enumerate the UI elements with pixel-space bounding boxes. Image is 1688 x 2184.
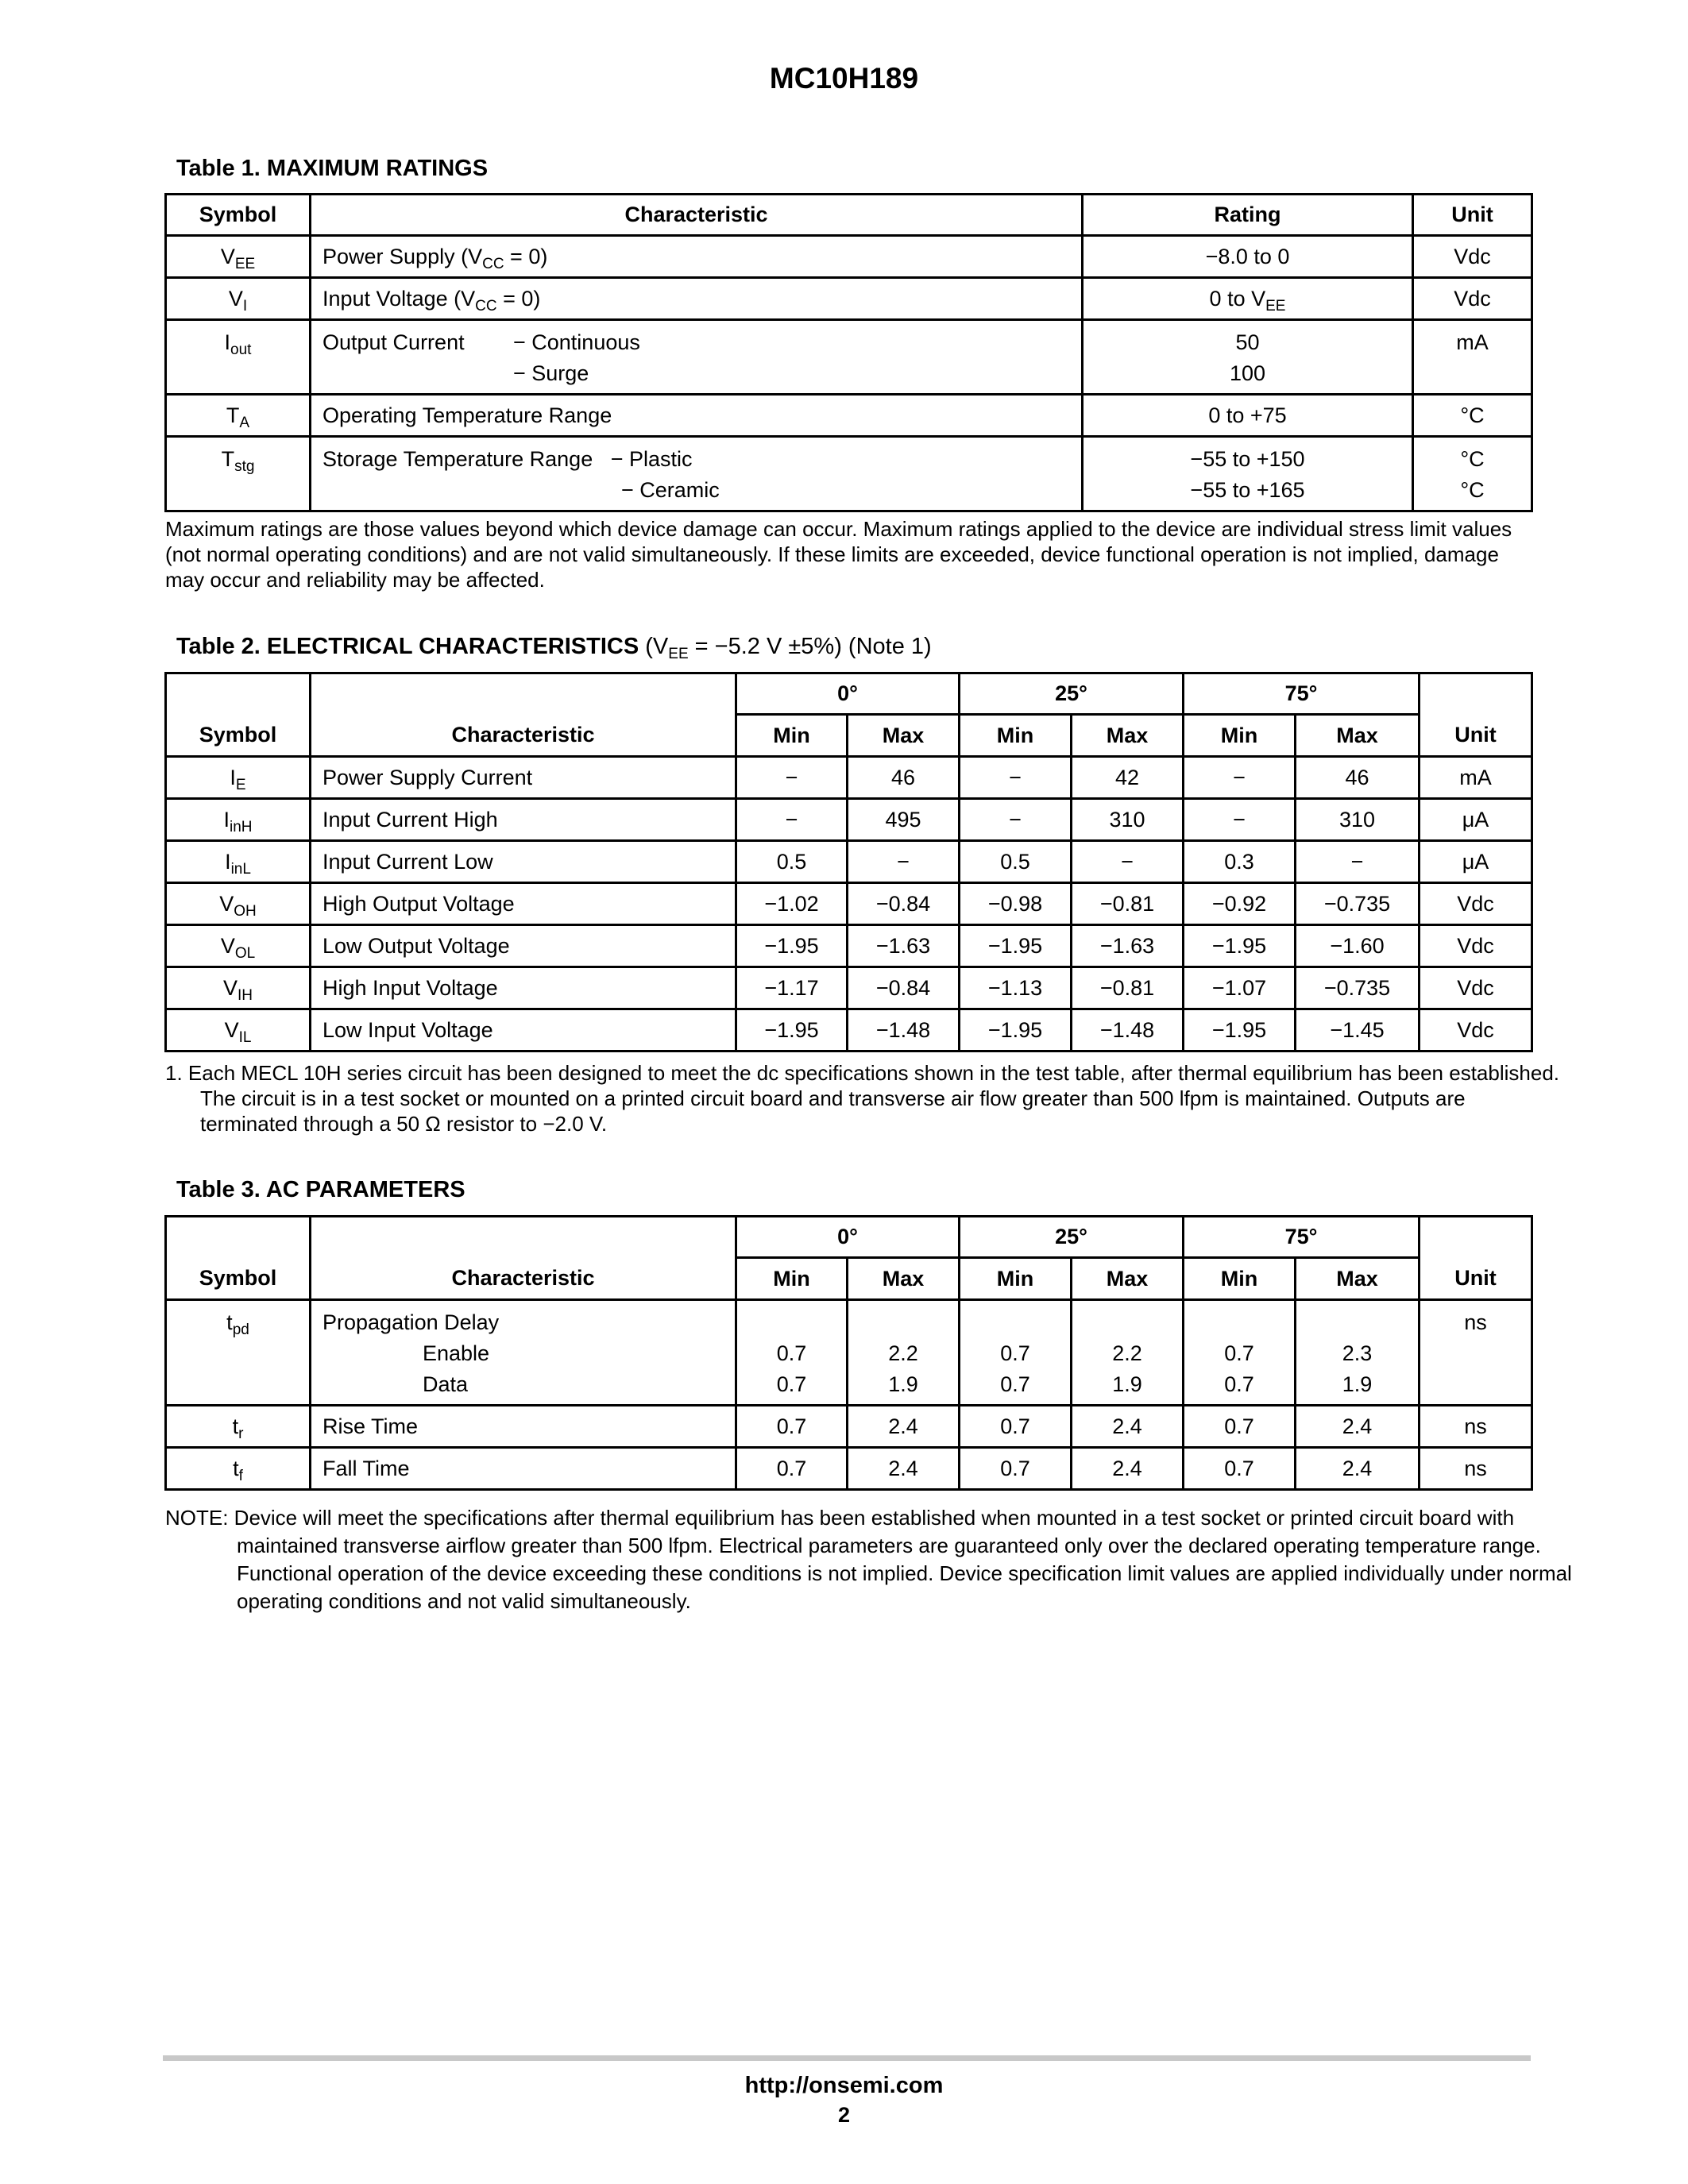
rating-subscript: EE bbox=[1265, 297, 1286, 314]
characteristic: Input Current Low bbox=[311, 841, 736, 883]
data-0-min: 0.7 bbox=[776, 1372, 807, 1396]
value-0-max: − bbox=[848, 841, 960, 883]
rating-surge: 100 bbox=[1229, 361, 1266, 385]
value-25-min: −1.13 bbox=[960, 967, 1072, 1009]
value-75-min: 0.7 bbox=[1184, 1406, 1296, 1448]
header-symbol: Symbol bbox=[166, 715, 311, 757]
symbol: V bbox=[219, 891, 234, 916]
symbol-subscript: stg bbox=[234, 458, 255, 475]
table2-caption-title: Table 2. ELECTRICAL CHARACTERISTICS bbox=[176, 634, 639, 659]
ac-parameters-note: NOTE: Device will meet the specifications after thermal equilibrium has been established when mounted in a test socket or printed circuit board with maintained transverse airflow greater than 500 lfpm. Electrical parameters are guaranteed only over the declared operating temperature range. Functional operation of the device exceeding these conditions is not implied. Device specification limit values are applied individually under normal operating conditions and not valid simultaneously. bbox=[165, 1506, 1572, 1613]
table-row bbox=[166, 925, 1532, 967]
characteristic-tail: = 0) bbox=[496, 286, 541, 311]
rating-plastic: −55 to +150 bbox=[1190, 447, 1305, 471]
table-header-row bbox=[166, 1258, 1532, 1300]
value-25-min: 0.5 bbox=[960, 841, 1072, 883]
rating-continuous: 50 bbox=[1235, 330, 1260, 354]
unit: Vdc bbox=[1420, 967, 1532, 1009]
symbol-subscript: A bbox=[239, 414, 250, 431]
header-temp-25: 25° bbox=[960, 673, 1184, 715]
table1-caption: Table 1. MAXIMUM RATINGS bbox=[176, 156, 489, 181]
header-temp-25: 25° bbox=[960, 1217, 1184, 1258]
value-0-max: −0.84 bbox=[848, 883, 960, 925]
value-25-min: −0.98 bbox=[960, 883, 1072, 925]
symbol-subscript: r bbox=[238, 1425, 244, 1442]
symbol-subscript: out bbox=[230, 341, 252, 358]
value-25-min: − bbox=[960, 799, 1072, 841]
table-row bbox=[166, 841, 1532, 883]
symbol: I bbox=[224, 330, 231, 354]
table-row bbox=[166, 1448, 1532, 1490]
header-unit: Unit bbox=[1420, 715, 1532, 757]
unit: °C bbox=[1413, 395, 1532, 437]
value-25-max: −0.81 bbox=[1072, 967, 1184, 1009]
unit: Vdc bbox=[1420, 925, 1532, 967]
table-row bbox=[166, 883, 1532, 925]
characteristic: Power Supply (V bbox=[323, 244, 483, 268]
characteristic: Propagation Delay bbox=[323, 1310, 500, 1334]
header-min: Min bbox=[1184, 715, 1296, 757]
header-max: Max bbox=[848, 715, 960, 757]
value-75-max: −0.735 bbox=[1296, 883, 1420, 925]
value-75-max: 2.4 bbox=[1296, 1406, 1420, 1448]
table-row bbox=[166, 320, 1532, 395]
table-row bbox=[166, 236, 1532, 278]
value-0-max: −0.84 bbox=[848, 967, 960, 1009]
characteristic: High Output Voltage bbox=[311, 883, 736, 925]
header-max: Max bbox=[1296, 1258, 1420, 1300]
characteristic: Output Current bbox=[323, 330, 465, 354]
characteristic-enable: Enable bbox=[423, 1341, 490, 1365]
symbol: V bbox=[228, 286, 243, 311]
value-25-max: 42 bbox=[1072, 757, 1184, 799]
value-0-min: 0.5 bbox=[736, 841, 848, 883]
value-0-min: −1.95 bbox=[736, 1009, 848, 1051]
header-min: Min bbox=[960, 715, 1072, 757]
ac-parameters-table bbox=[164, 1215, 1533, 1491]
symbol-subscript: E bbox=[235, 776, 246, 793]
value-75-max: 2.4 bbox=[1296, 1448, 1420, 1490]
header-min: Min bbox=[736, 715, 848, 757]
symbol: I bbox=[225, 849, 231, 874]
header-symbol: Symbol bbox=[166, 195, 311, 236]
data-0-max: 1.9 bbox=[888, 1372, 918, 1396]
data-75-min: 0.7 bbox=[1224, 1372, 1254, 1396]
header-min: Min bbox=[736, 1258, 848, 1300]
table-row bbox=[166, 437, 1532, 511]
value-25-max: −1.48 bbox=[1072, 1009, 1184, 1051]
note-1-text: 1. Each MECL 10H series circuit has been designed to meet the dc specifications shown in the test table, after thermal equilibrium has been established. The circuit is in a test socket or mounted on a printed circuit board and transverse air flow greater than 500 lfpm is maintained. Outputs are terminated through a 50 bbox=[165, 1061, 1559, 1136]
symbol: V bbox=[220, 244, 235, 268]
unit: μA bbox=[1420, 841, 1532, 883]
value-25-max: − bbox=[1072, 841, 1184, 883]
value-75-min: 0.7 bbox=[1184, 1448, 1296, 1490]
value-25-min: −1.95 bbox=[960, 1009, 1072, 1051]
rating-ceramic: −55 to +165 bbox=[1190, 478, 1305, 502]
header-unit: Unit bbox=[1420, 1258, 1532, 1300]
symbol: t bbox=[232, 1414, 239, 1438]
value-0-min: −1.02 bbox=[736, 883, 848, 925]
header-temp-75: 75° bbox=[1184, 1217, 1420, 1258]
symbol-subscript: inL bbox=[230, 860, 251, 878]
value-0-max: −1.63 bbox=[848, 925, 960, 967]
characteristic: Input Current High bbox=[311, 799, 736, 841]
table2-condition-subscript: EE bbox=[668, 646, 689, 662]
table-row bbox=[166, 278, 1532, 320]
electrical-characteristics-table bbox=[164, 672, 1533, 1052]
value-75-max: −1.60 bbox=[1296, 925, 1420, 967]
data-75-max: 1.9 bbox=[1342, 1372, 1373, 1396]
enable-25-max: 2.2 bbox=[1112, 1341, 1142, 1365]
table-header-row bbox=[166, 715, 1532, 757]
value-25-max: −1.63 bbox=[1072, 925, 1184, 967]
header-rating: Rating bbox=[1083, 195, 1413, 236]
value-0-min: − bbox=[736, 799, 848, 841]
symbol-subscript: EE bbox=[234, 255, 256, 272]
value-0-min: − bbox=[736, 757, 848, 799]
unit: ns bbox=[1420, 1300, 1532, 1406]
header-temp-0: 0° bbox=[736, 1217, 960, 1258]
table-row bbox=[166, 1009, 1532, 1051]
unit: ns bbox=[1420, 1406, 1532, 1448]
table3-caption: Table 3. AC PARAMETERS bbox=[176, 1177, 465, 1202]
value-0-min: −1.95 bbox=[736, 925, 848, 967]
value-25-max: 2.4 bbox=[1072, 1448, 1184, 1490]
value-0-min: −1.17 bbox=[736, 967, 848, 1009]
enable-75-min: 0.7 bbox=[1224, 1341, 1254, 1365]
symbol-subscript: pd bbox=[232, 1322, 249, 1338]
characteristic-variant-ceramic: − Ceramic bbox=[621, 478, 720, 502]
footer-divider bbox=[163, 2055, 1531, 2061]
symbol-subscript: f bbox=[238, 1467, 243, 1484]
symbol: T bbox=[226, 403, 240, 427]
header-symbol: Symbol bbox=[166, 1258, 311, 1300]
value-75-min: −1.95 bbox=[1184, 1009, 1296, 1051]
characteristic-data: Data bbox=[423, 1372, 469, 1396]
characteristic: Low Input Voltage bbox=[311, 1009, 736, 1051]
characteristic: Low Output Voltage bbox=[311, 925, 736, 967]
characteristic-subscript: CC bbox=[482, 255, 504, 272]
symbol: V bbox=[220, 933, 235, 958]
unit: Vdc bbox=[1420, 883, 1532, 925]
table2-condition-suffix: = −5.2 V ±5%) (Note 1) bbox=[688, 634, 932, 659]
symbol: I bbox=[230, 765, 236, 789]
table-row bbox=[166, 967, 1532, 1009]
header-characteristic: Characteristic bbox=[311, 1258, 736, 1300]
symbol-subscript: inH bbox=[230, 818, 253, 835]
header-max: Max bbox=[1072, 1258, 1184, 1300]
electrical-characteristics-note bbox=[165, 1060, 1568, 1136]
footer-url-link[interactable]: http://onsemi.com bbox=[744, 2073, 944, 2098]
unit: Vdc bbox=[1413, 278, 1532, 320]
value-75-min: −1.95 bbox=[1184, 925, 1296, 967]
value-75-min: −0.92 bbox=[1184, 883, 1296, 925]
table2-condition-prefix: (V bbox=[645, 634, 669, 659]
value-75-max: − bbox=[1296, 841, 1420, 883]
value-0-min: 0.7 bbox=[736, 1448, 848, 1490]
enable-75-max: 2.3 bbox=[1342, 1341, 1373, 1365]
header-unit: Unit bbox=[1413, 195, 1532, 236]
unit: Vdc bbox=[1413, 236, 1532, 278]
characteristic: Input Voltage (V bbox=[323, 286, 476, 311]
symbol: t bbox=[226, 1310, 233, 1334]
characteristic-variant-plastic: − Plastic bbox=[610, 447, 693, 471]
value-0-min: 0.7 bbox=[736, 1406, 848, 1448]
rating: 0 to +75 bbox=[1083, 395, 1413, 437]
table-header-row bbox=[166, 195, 1532, 236]
value-25-max: −0.81 bbox=[1072, 883, 1184, 925]
characteristic: Storage Temperature Range bbox=[323, 447, 593, 471]
table-row bbox=[166, 1300, 1532, 1406]
table-row bbox=[166, 799, 1532, 841]
header-temp-75: 75° bbox=[1184, 673, 1420, 715]
characteristic: Power Supply Current bbox=[311, 757, 736, 799]
symbol-subscript: I bbox=[242, 297, 248, 314]
value-0-max: 2.4 bbox=[848, 1406, 960, 1448]
characteristic-variant-continuous: − Continuous bbox=[513, 330, 640, 354]
maximum-ratings-table bbox=[164, 193, 1533, 512]
unit: ns bbox=[1420, 1448, 1532, 1490]
rating: 0 to V bbox=[1209, 286, 1266, 311]
value-25-min: −1.95 bbox=[960, 925, 1072, 967]
maximum-ratings-note: Maximum ratings are those values beyond which device damage can occur. Maximum ratings applied to the device are individual stress limit values (not normal operating conditions) and are not valid simultaneously. If these limits are exceeded, device functional operation is not implied, damage may occur and reliability may be affected. bbox=[165, 517, 1512, 592]
temperature-header-row bbox=[166, 1217, 1532, 1258]
data-25-max: 1.9 bbox=[1112, 1372, 1142, 1396]
symbol-subscript: IH bbox=[238, 986, 253, 1004]
enable-25-min: 0.7 bbox=[1000, 1341, 1030, 1365]
unit-plastic: °C bbox=[1460, 447, 1485, 471]
table2-caption bbox=[176, 634, 932, 660]
characteristic: Fall Time bbox=[311, 1448, 736, 1490]
value-0-max: 495 bbox=[848, 799, 960, 841]
value-75-max: 310 bbox=[1296, 799, 1420, 841]
enable-0-max: 2.2 bbox=[888, 1341, 918, 1365]
value-75-min: − bbox=[1184, 799, 1296, 841]
value-75-min: − bbox=[1184, 757, 1296, 799]
characteristic-variant-surge: − Surge bbox=[513, 361, 589, 385]
symbol: V bbox=[222, 975, 238, 1000]
header-temp-0: 0° bbox=[736, 673, 960, 715]
value-25-min: − bbox=[960, 757, 1072, 799]
note-1-tail: resistor to −2.0 V. bbox=[440, 1112, 608, 1136]
value-0-max: 2.4 bbox=[848, 1448, 960, 1490]
table-row bbox=[166, 757, 1532, 799]
header-characteristic: Characteristic bbox=[311, 715, 736, 757]
table-row bbox=[166, 1406, 1532, 1448]
header-max: Max bbox=[848, 1258, 960, 1300]
characteristic: Operating Temperature Range bbox=[311, 395, 1083, 437]
unit-ceramic: °C bbox=[1460, 478, 1485, 502]
symbol: T bbox=[221, 447, 235, 471]
temperature-header-row bbox=[166, 673, 1532, 715]
value-75-max: −1.45 bbox=[1296, 1009, 1420, 1051]
value-75-max: 46 bbox=[1296, 757, 1420, 799]
header-min: Min bbox=[960, 1258, 1072, 1300]
value-25-max: 310 bbox=[1072, 799, 1184, 841]
symbol-subscript: OH bbox=[234, 902, 257, 920]
unit: mA bbox=[1413, 320, 1532, 395]
unit: μA bbox=[1420, 799, 1532, 841]
symbol: V bbox=[224, 1017, 239, 1042]
value-25-min: 0.7 bbox=[960, 1448, 1072, 1490]
value-75-max: −0.735 bbox=[1296, 967, 1420, 1009]
value-25-max: 2.4 bbox=[1072, 1406, 1184, 1448]
header-max: Max bbox=[1296, 715, 1420, 757]
symbol: I bbox=[223, 807, 230, 832]
value-75-min: 0.3 bbox=[1184, 841, 1296, 883]
header-max: Max bbox=[1072, 715, 1184, 757]
characteristic: Rise Time bbox=[311, 1406, 736, 1448]
value-75-min: −1.07 bbox=[1184, 967, 1296, 1009]
table-row bbox=[166, 395, 1532, 437]
symbol-subscript: OL bbox=[234, 944, 256, 962]
enable-0-min: 0.7 bbox=[776, 1341, 807, 1365]
page-number: 2 bbox=[837, 2103, 851, 2127]
characteristic: High Input Voltage bbox=[311, 967, 736, 1009]
value-25-min: 0.7 bbox=[960, 1406, 1072, 1448]
ohm-symbol: Ω bbox=[425, 1112, 441, 1136]
header-min: Min bbox=[1184, 1258, 1296, 1300]
value-0-max: 46 bbox=[848, 757, 960, 799]
rating: −8.0 to 0 bbox=[1083, 236, 1413, 278]
header-characteristic: Characteristic bbox=[311, 195, 1083, 236]
value-0-max: −1.48 bbox=[848, 1009, 960, 1051]
characteristic-subscript: CC bbox=[475, 297, 497, 314]
characteristic-tail: = 0) bbox=[504, 244, 548, 268]
unit: Vdc bbox=[1420, 1009, 1532, 1051]
document-title: MC10H189 bbox=[769, 62, 919, 95]
symbol: t bbox=[233, 1456, 239, 1480]
unit: mA bbox=[1420, 757, 1532, 799]
data-25-min: 0.7 bbox=[1000, 1372, 1030, 1396]
symbol-subscript: IL bbox=[238, 1028, 252, 1046]
